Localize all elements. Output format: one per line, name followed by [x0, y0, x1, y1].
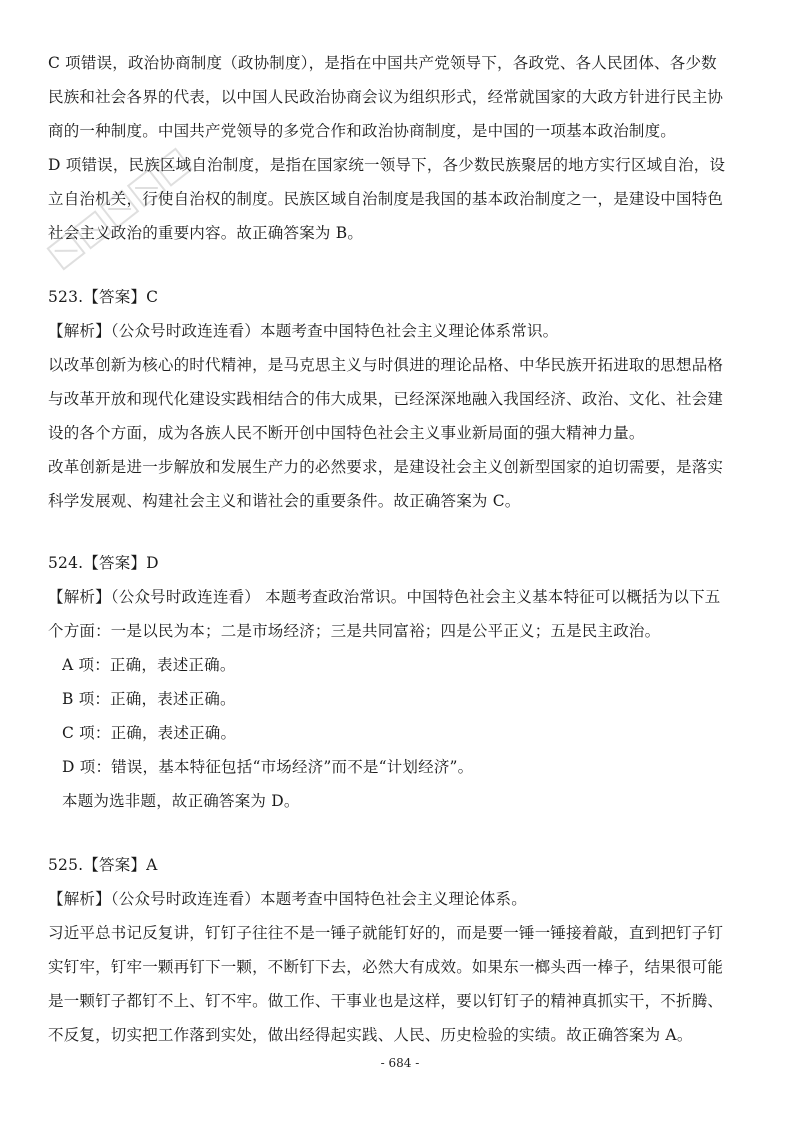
q523-body-line-5: 科学发展观、构建社会主义和谐社会的重要条件。故正确答案为 C。 — [48, 492, 521, 510]
q524-option-b: B 项：正确，表述正确。 — [62, 690, 236, 708]
q523-body-line-4: 改革创新是进一步解放和发展生产力的必然要求，是建设社会主义创新型国家的迫切需要，是落实 — [48, 458, 724, 476]
q525-heading: 525.【答案】A — [48, 856, 158, 874]
q525-body-line-2: 实钉牢，钉牢一颗再钉下一颗，不断钉下去，必然大有成效。如果东一榔头西一棒子，结果很可能 — [48, 958, 724, 976]
c-item-line-3: 商的一种制度。中国共产党领导的多党合作和政治协商制度，是中国的一项基本政治制度。 — [48, 122, 677, 140]
q525-body-line-4: 不反复，切实把工作落到实处，做出经得起实践、人民、历史检验的实绩。故正确答案为 A。 — [48, 1026, 693, 1044]
q524-analysis-line-2: 个方面：一是以民为本；二是市场经济；三是共同富裕；四是公平正义；五是民主政治。 — [48, 622, 661, 640]
q525-body-line-1: 习近平总书记反复讲，钉钉子往往不是一锤子就能钉好的，而是要一锤一锤接着敲，直到把钉子钉 — [48, 924, 724, 942]
d-item-line-3: 社会主义政治的重要内容。故正确答案为 B。 — [48, 224, 364, 242]
q524-option-c: C 项：正确，表述正确。 — [62, 724, 237, 742]
q524-option-d: D 项：错误，基本特征包括“市场经济”而不是“计划经济”。 — [62, 758, 474, 776]
c-item-line-1: C 项错误，政治协商制度（政协制度），是指在中国共产党领导下，各政党、各人民团体、各少数 — [48, 54, 717, 72]
d-item-line-2: 立自治机关，行使自治权的制度。民族区域自治制度是我国的基本政治制度之一，是建设中国特色 — [48, 190, 724, 208]
q524-heading: 524.【答案】D — [48, 554, 159, 572]
q524-analysis-line-1: 【解析】（公众号时政连连看） 本题考查政治常识。中国特色社会主义基本特征可以概括为以下五 — [48, 588, 721, 606]
page-number: - 684 - — [380, 1056, 420, 1070]
q523-body-line-3: 设的各个方面，成为各族人民不断开创中国特色社会主义事业新局面的强大精神力量。 — [48, 424, 645, 442]
q523-body-line-1: 以改革创新为核心的时代精神，是马克思主义与时俱进的理论品格、中华民族开拓进取的思想品格 — [48, 356, 724, 374]
q523-body-line-2: 与改革开放和现代化建设实践相结合的伟大成果，已经深深地融入我国经济、政治、文化、社会建 — [48, 390, 724, 408]
c-item-line-2: 民族和社会各界的代表，以中国人民政治协商会议为组织形式，经常就国家的大政方针进行民主协 — [48, 88, 724, 106]
q523-heading: 523.【答案】C — [48, 288, 159, 306]
q525-analysis: 【解析】（公众号时政连连看）本题考查中国特色社会主义理论体系。 — [48, 890, 527, 908]
q523-analysis: 【解析】（公众号时政连连看）本题考查中国特色社会主义理论体系常识。 — [48, 322, 559, 340]
q524-conclusion: 本题为选非题，故正确答案为 D。 — [62, 792, 300, 810]
d-item-line-1: D 项错误，民族区域自治制度，是指在国家统一领导下，各少数民族聚居的地方实行区域自治，设 — [48, 156, 726, 174]
q524-option-a: A 项：正确，表述正确。 — [62, 656, 236, 674]
q525-body-line-3: 是一颗钉子都钉不上、钉不牢。做工作、干事业也是这样，要以钉钉子的精神真抓实干，不折腾、 — [48, 992, 724, 1010]
